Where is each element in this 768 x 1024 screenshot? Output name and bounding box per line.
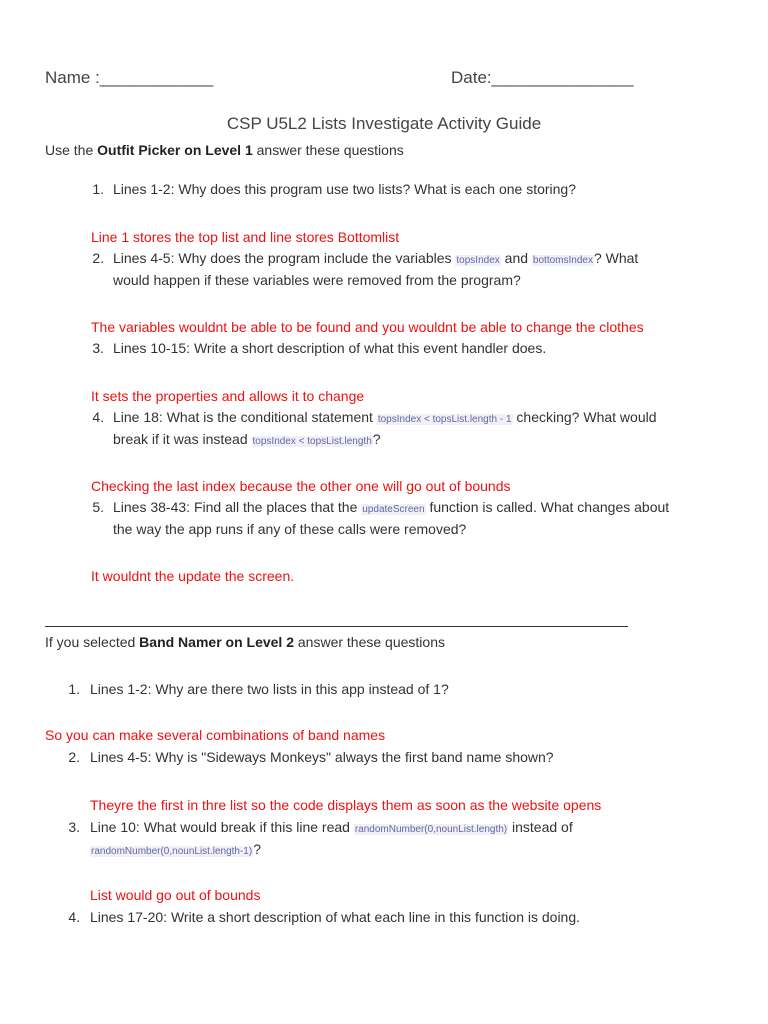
code-snippet: topsIndex < topsList.length bbox=[252, 436, 372, 447]
question-number: 5. bbox=[92, 499, 104, 515]
question-fragment: Line 18: What is the conditional statement bbox=[113, 409, 377, 425]
answer-text: Checking the last index because the other one will go out of bounds bbox=[91, 478, 511, 494]
question-text: Lines 1-2: Why does this program use two lists? What is each one storing? bbox=[113, 181, 576, 197]
question-fragment: ? What bbox=[593, 250, 639, 266]
answer-text: The variables wouldnt be able to be found and you wouldnt be able to change the clothes bbox=[91, 319, 644, 335]
question-text: Lines 10-15: Write a short description of what this event handler does. bbox=[113, 340, 547, 356]
answer-text: It sets the properties and allows it to change bbox=[91, 388, 365, 404]
question-fragment: Line 10: What would break if this line read bbox=[90, 819, 354, 835]
question-text bbox=[113, 428, 381, 453]
date-field: Date:_______________ bbox=[451, 68, 634, 87]
question-fragment: Lines 4-5: Why does the program include the variables bbox=[113, 250, 456, 266]
question-fragment: function is called. What changes about bbox=[425, 499, 670, 515]
question-number: 1. bbox=[92, 181, 104, 197]
question-text: Lines 4-5: Why is "Sideways Monkeys" always the first band name shown? bbox=[90, 749, 554, 765]
question-number: 3. bbox=[68, 819, 80, 835]
code-snippet: randomNumber(0,nounList.length-1) bbox=[91, 846, 253, 857]
code-snippet: topsIndex bbox=[456, 255, 500, 266]
section-divider bbox=[45, 626, 628, 627]
intro-bold: Band Namer on Level 2 bbox=[139, 634, 294, 650]
question-fragment: instead of bbox=[508, 819, 573, 835]
intro-bold: Outfit Picker on Level 1 bbox=[97, 142, 253, 158]
question-number: 4. bbox=[92, 409, 104, 425]
code-snippet: bottomsIndex bbox=[532, 255, 593, 266]
question-fragment: ? bbox=[372, 431, 381, 447]
question-text: the way the app runs if any of these calls were removed? bbox=[113, 521, 467, 537]
question-fragment: Lines 38-43: Find all the places that the bbox=[113, 499, 362, 515]
question-text: Lines 17-20: Write a short description of what each line in this function is doing. bbox=[90, 909, 581, 925]
page-title: CSP U5L2 Lists Investigate Activity Guide bbox=[226, 114, 542, 133]
intro-suffix: answer these questions bbox=[294, 634, 445, 650]
section2-intro bbox=[45, 631, 445, 653]
code-snippet: topsIndex < topsList.length - 1 bbox=[377, 414, 512, 425]
code-snippet: updateScreen bbox=[362, 504, 425, 515]
question-fragment: ? bbox=[253, 841, 261, 857]
question-number: 2. bbox=[92, 250, 104, 266]
question-number: 1. bbox=[68, 681, 80, 697]
intro-prefix: Use the bbox=[45, 142, 98, 158]
answer-text: So you can make several combinations of band names bbox=[45, 727, 386, 743]
answer-text: Line 1 stores the top list and line stores Bottomlist bbox=[91, 229, 400, 245]
question-fragment: and bbox=[500, 250, 532, 266]
code-snippet: randomNumber(0,nounList.length) bbox=[354, 824, 508, 835]
question-text bbox=[90, 838, 261, 863]
question-text: would happen if these variables were removed from the program? bbox=[113, 272, 521, 288]
answer-text: List would go out of bounds bbox=[90, 887, 261, 903]
answer-text: It wouldnt the update the screen. bbox=[91, 568, 295, 584]
intro-prefix: If you selected bbox=[45, 634, 140, 650]
section1-intro bbox=[45, 139, 404, 161]
question-number: 3. bbox=[92, 340, 104, 356]
intro-suffix: answer these questions bbox=[252, 142, 404, 158]
question-number: 4. bbox=[68, 909, 80, 925]
question-fragment: break if it was instead bbox=[113, 431, 252, 447]
question-text: Lines 1-2: Why are there two lists in this app instead of 1? bbox=[90, 681, 449, 697]
answer-text: Theyre the first in thre list so the code displays them as soon as the website opens bbox=[90, 797, 602, 813]
name-field: Name :____________ bbox=[45, 68, 214, 87]
question-fragment: checking? What would bbox=[512, 409, 657, 425]
question-number: 2. bbox=[68, 749, 80, 765]
